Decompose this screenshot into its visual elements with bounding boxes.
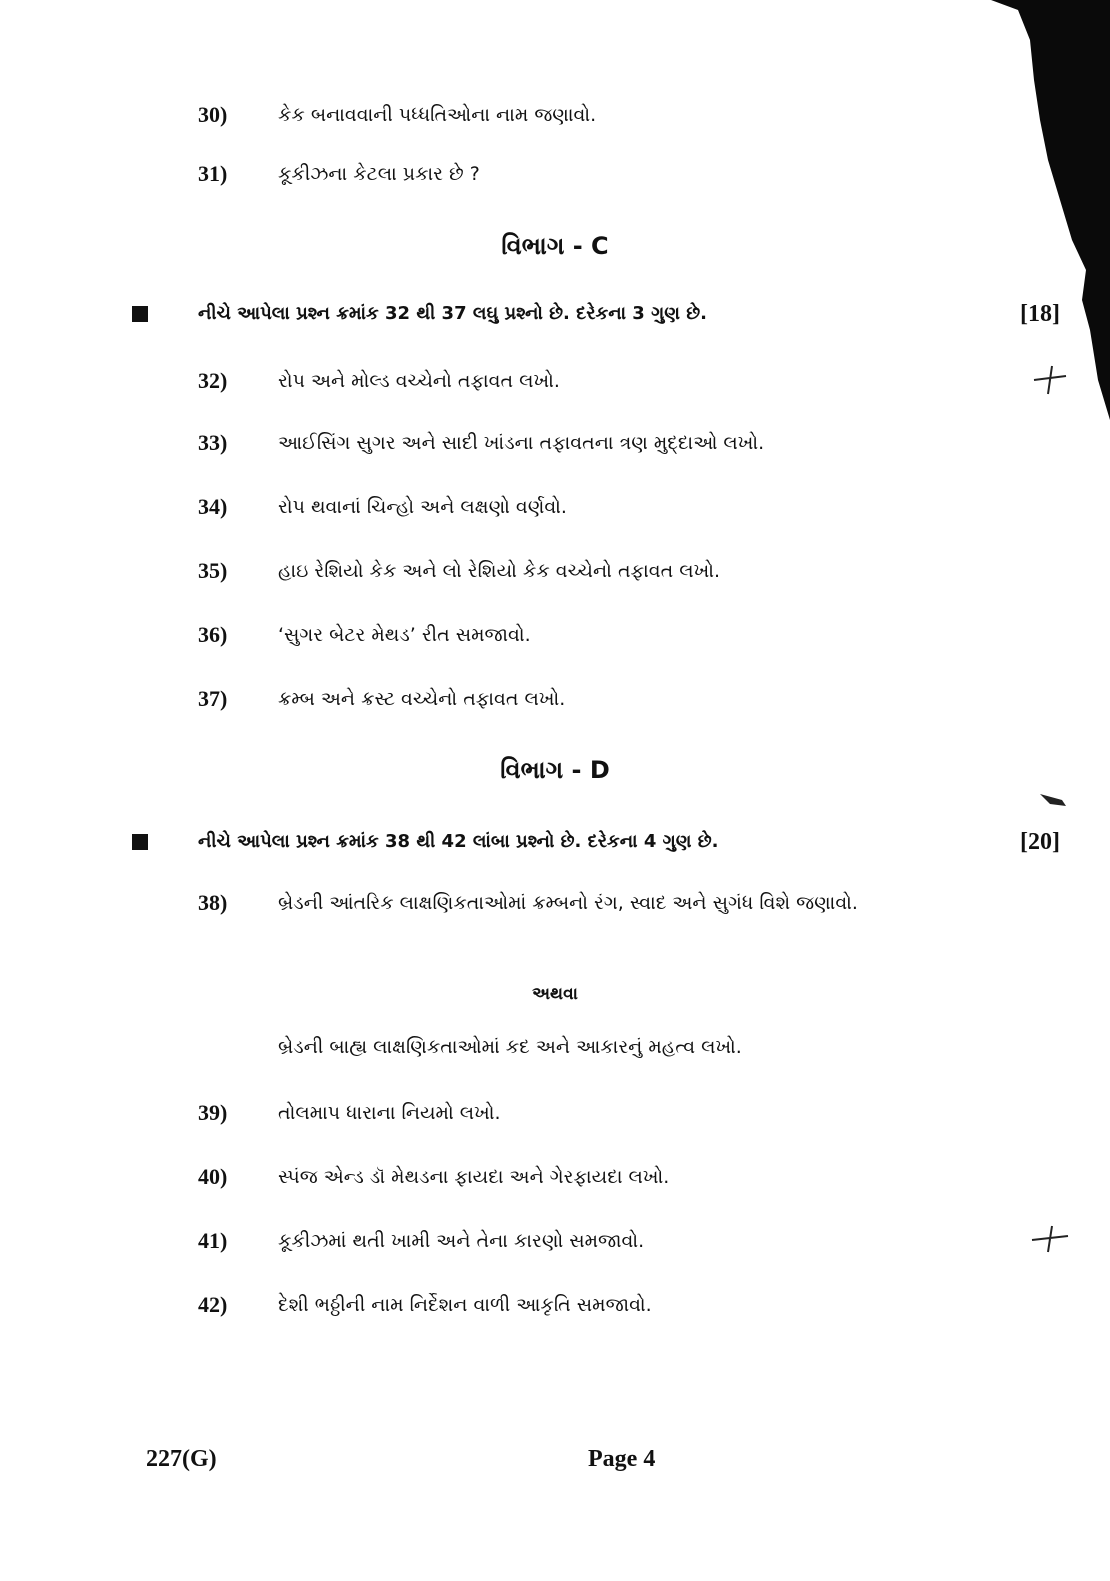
question-34 <box>0 488 1110 528</box>
question-text: બ્રેડની આંતરિક લાક્ષણિકતાઓમાં ક્રમ્બનો રંગ, સ્વાદ અને સુગંધ વિશે જણાવો. <box>278 892 858 914</box>
section-c-instruction <box>0 296 1110 336</box>
question-text: દેશી ભઠ્ઠીની નામ નિર્દેશન વાળી આકૃતિ સમજાવો. <box>278 1294 652 1316</box>
question-text: ‘સુગર બેટર મેથડ’ રીત સમજાવો. <box>278 624 531 646</box>
question-text: તોલમાપ ધારાના નિયમો લખો. <box>278 1102 501 1124</box>
question-number: 41) <box>198 1228 228 1253</box>
question-32 <box>0 362 1110 402</box>
question-30 <box>0 96 1110 136</box>
question-33 <box>0 424 1110 464</box>
bullet-square-icon <box>132 306 148 322</box>
section-c-title: વિભાગ - C <box>501 232 609 260</box>
instruction-text: નીચે આપેલા પ્રશ્ન ક્રમાંક 38 થી 42 લાંબા પ્રશ્નો છે. દરેકના 4 ગુણ છે. <box>198 831 719 852</box>
question-number: 38) <box>198 890 228 915</box>
question-number: 42) <box>198 1292 228 1317</box>
bullet-square-icon <box>132 834 148 850</box>
question-number: 35) <box>198 558 228 583</box>
question-text: હાઇ રેશિયો કેક અને લો રેશિયો કેક વચ્ચેનો તફાવત લખો. <box>278 560 721 582</box>
paper-code: 227(G) <box>146 1446 217 1472</box>
scan-mark-icon <box>1028 1222 1072 1256</box>
question-text: કૂકીઝમાં થતી ખામી અને તેના કારણો સમજાવો. <box>278 1230 645 1252</box>
question-36 <box>0 616 1110 656</box>
scan-mark-icon <box>1036 790 1070 814</box>
question-number: 34) <box>198 494 228 519</box>
question-number: 36) <box>198 622 228 647</box>
question-42 <box>0 1286 1110 1326</box>
question-38-alternative <box>0 1028 1110 1068</box>
question-number: 39) <box>198 1100 228 1125</box>
question-35 <box>0 552 1110 592</box>
section-d-instruction <box>0 824 1110 864</box>
scan-edge-shadow <box>990 0 1110 420</box>
question-number: 31) <box>198 161 228 186</box>
question-31 <box>0 155 1110 195</box>
question-number: 30) <box>198 102 228 127</box>
section-d-title: વિભાગ - D <box>500 756 610 784</box>
instruction-text: નીચે આપેલા પ્રશ્ન ક્રમાંક 32 થી 37 લઘુ પ્રશ્નો છે. દરેકના 3 ગુણ છે. <box>198 303 707 324</box>
question-text: સ્પંજ એન્ડ ડૉ મેથડના ફાયદા અને ગેરફાયદા લખો. <box>278 1166 670 1188</box>
question-39 <box>0 1094 1110 1134</box>
question-number: 40) <box>198 1164 228 1189</box>
question-text: કેક બનાવવાની પધ્ધતિઓના નામ જણાવો. <box>278 104 597 126</box>
question-38 <box>0 884 1110 964</box>
question-number: 37) <box>198 686 228 711</box>
question-text: આઈસિંગ સુગર અને સાદી ખાંડના તફાવતના ત્રણ મુદ્દાઓ લખો. <box>278 432 765 454</box>
question-text: બ્રેડની બાહ્ય લાક્ષણિકતાઓમાં કદ અને આકારનું મહત્વ લખો. <box>278 1036 742 1058</box>
question-text: ક્રમ્બ અને ક્રસ્ટ વચ્ચેનો તફાવત લખો. <box>278 688 566 710</box>
question-41 <box>0 1222 1110 1262</box>
section-marks: [18] <box>1020 301 1060 327</box>
question-text: રોપ અને મોલ્ડ વચ્ચેનો તફાવત લખો. <box>278 370 560 392</box>
question-40 <box>0 1158 1110 1198</box>
question-37 <box>0 680 1110 720</box>
section-marks: [20] <box>1020 829 1060 855</box>
page-number: Page 4 <box>588 1446 656 1472</box>
scan-mark-icon <box>1030 360 1070 400</box>
question-number: 32) <box>198 368 228 393</box>
question-number: 33) <box>198 430 228 455</box>
or-label: અથવા <box>532 984 578 1004</box>
question-text: કૂકીઝના કેટલા પ્રકાર છે ? <box>278 163 480 185</box>
question-text: રોપ થવાનાં ચિન્હો અને લક્ષણો વર્ણવો. <box>278 496 567 518</box>
